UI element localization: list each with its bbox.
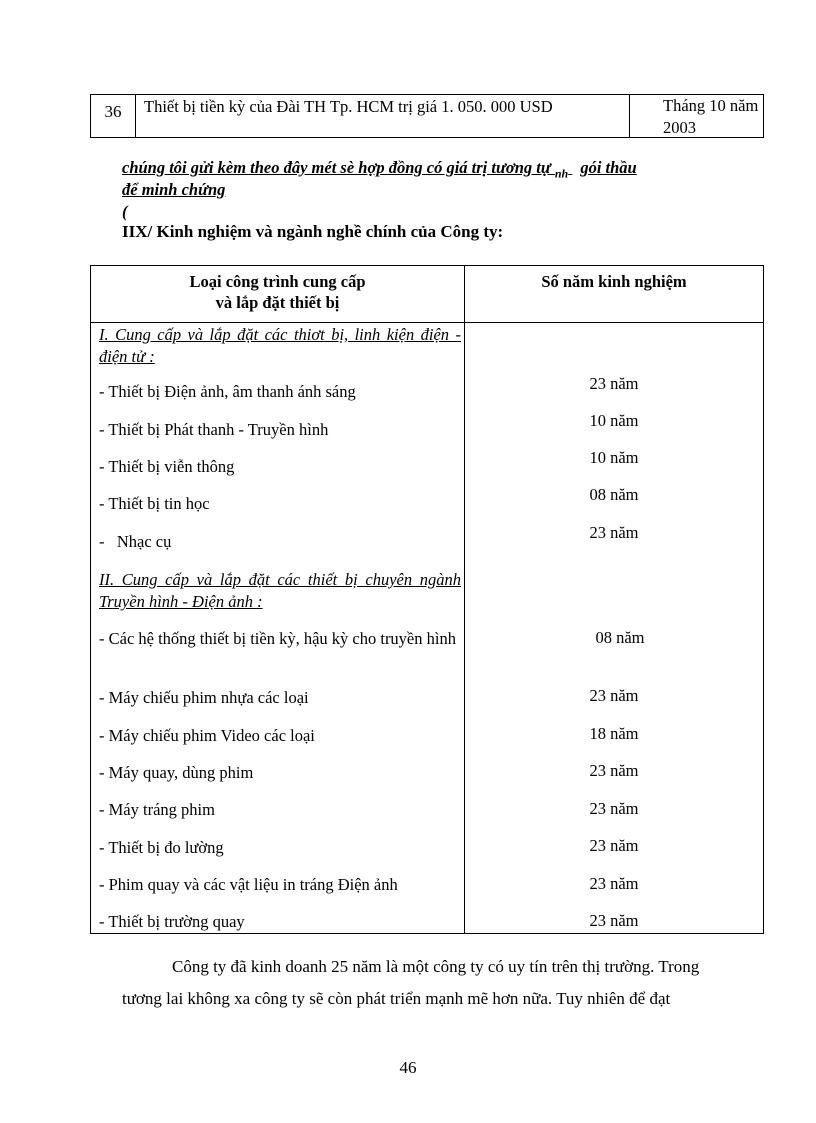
table-row-years: 23 năm bbox=[589, 523, 639, 542]
section-2-title: II. Cung cấp và lắp đặt các thiết bị chuyên ngành Truyền hình - Điện ảnh : bbox=[99, 570, 461, 611]
page-number: 46 bbox=[399, 1058, 417, 1077]
table-row-item: - Máy chiếu phim nhựa các loại bbox=[99, 688, 309, 707]
table-row-years: 23 năm bbox=[589, 374, 639, 393]
table-row-years: 23 năm bbox=[589, 836, 639, 855]
table-row-item: - Thiết bị Điện ảnh, âm thanh ánh sáng bbox=[99, 382, 356, 401]
section-1-title: I. Cung cấp và lắp đặt các thiơt bị, linh kiện điện - điện tử : bbox=[99, 325, 461, 366]
paragraph-line-2: tương lai không xa công ty sẽ còn phát triển mạnh mẽ hơn nữa. Tuy nhiên để đạt bbox=[122, 989, 671, 1008]
table-row-item: - Máy quay, dùng phim bbox=[99, 763, 254, 782]
table-row-item: - Thiết bị Phát thanh - Truyền hình bbox=[99, 420, 329, 439]
note-subscript: nh bbox=[554, 166, 569, 181]
table-row-years: 23 năm bbox=[589, 911, 639, 930]
table-row-item: - Máy chiếu phim Video các loại bbox=[99, 726, 315, 745]
table-row-item: - Máy tráng phim bbox=[99, 800, 215, 819]
row-description: Thiết bị tiền kỳ của Đài TH Tp. HCM trị giá 1. 050. 000 USD bbox=[136, 95, 630, 137]
row-number: 36 bbox=[91, 95, 136, 137]
section-heading: IIX/ Kinh nghiệm và ngành nghề chính của Công ty: bbox=[122, 222, 504, 241]
paragraph-line-1: Công ty đã kinh doanh 25 năm là một công ty có uy tín trên thị trường. Trong bbox=[172, 957, 700, 976]
note-text-end: gói thầu bbox=[580, 158, 637, 177]
table-row-years: 10 năm bbox=[589, 411, 639, 430]
table-header-right: Số năm kinh nghiệm bbox=[541, 272, 687, 291]
table-row-item: - Phim quay và các vật liệu in tráng Điện ảnh bbox=[99, 875, 398, 894]
previous-table-last-row bbox=[90, 94, 764, 138]
note-text: chúng tôi gửi kèm theo đây mét sè hợp đồng có giá trị tương tự bbox=[122, 158, 551, 177]
table-row-item: - Thiết bị trường quay bbox=[99, 912, 245, 931]
table-row-years: 23 năm bbox=[589, 686, 639, 705]
note-line-2: để minh chứng bbox=[122, 180, 226, 199]
note-line-1 bbox=[122, 158, 742, 181]
table-row-item: - Thiết bị đo lường bbox=[99, 838, 224, 857]
table-row-years: 18 năm bbox=[589, 724, 639, 743]
table-row-years: 08 năm bbox=[595, 628, 645, 647]
table-row-years: 10 năm bbox=[589, 448, 639, 467]
note-line-3: ( bbox=[122, 202, 128, 221]
row-date: Tháng 10 năm 2003 bbox=[663, 96, 759, 137]
table-row-item: - Các hệ thống thiết bị tiền kỳ, hậu kỳ cho truyền hình bbox=[99, 629, 456, 648]
table-header-left: Loại công trình cung cấp và lắp đặt thiết bị bbox=[189, 272, 366, 312]
table-row-item: - Thiết bị viễn thông bbox=[99, 457, 235, 476]
table-row-item: - Thiết bị tin học bbox=[99, 494, 210, 513]
table-row-item: - Nhạc cụ bbox=[99, 532, 172, 551]
experience-table bbox=[90, 265, 764, 934]
table-row-years: 08 năm bbox=[589, 485, 639, 504]
table-row-years: 23 năm bbox=[589, 874, 639, 893]
table-row-years: 23 năm bbox=[589, 799, 639, 818]
table-row-years: 23 năm bbox=[589, 761, 639, 780]
